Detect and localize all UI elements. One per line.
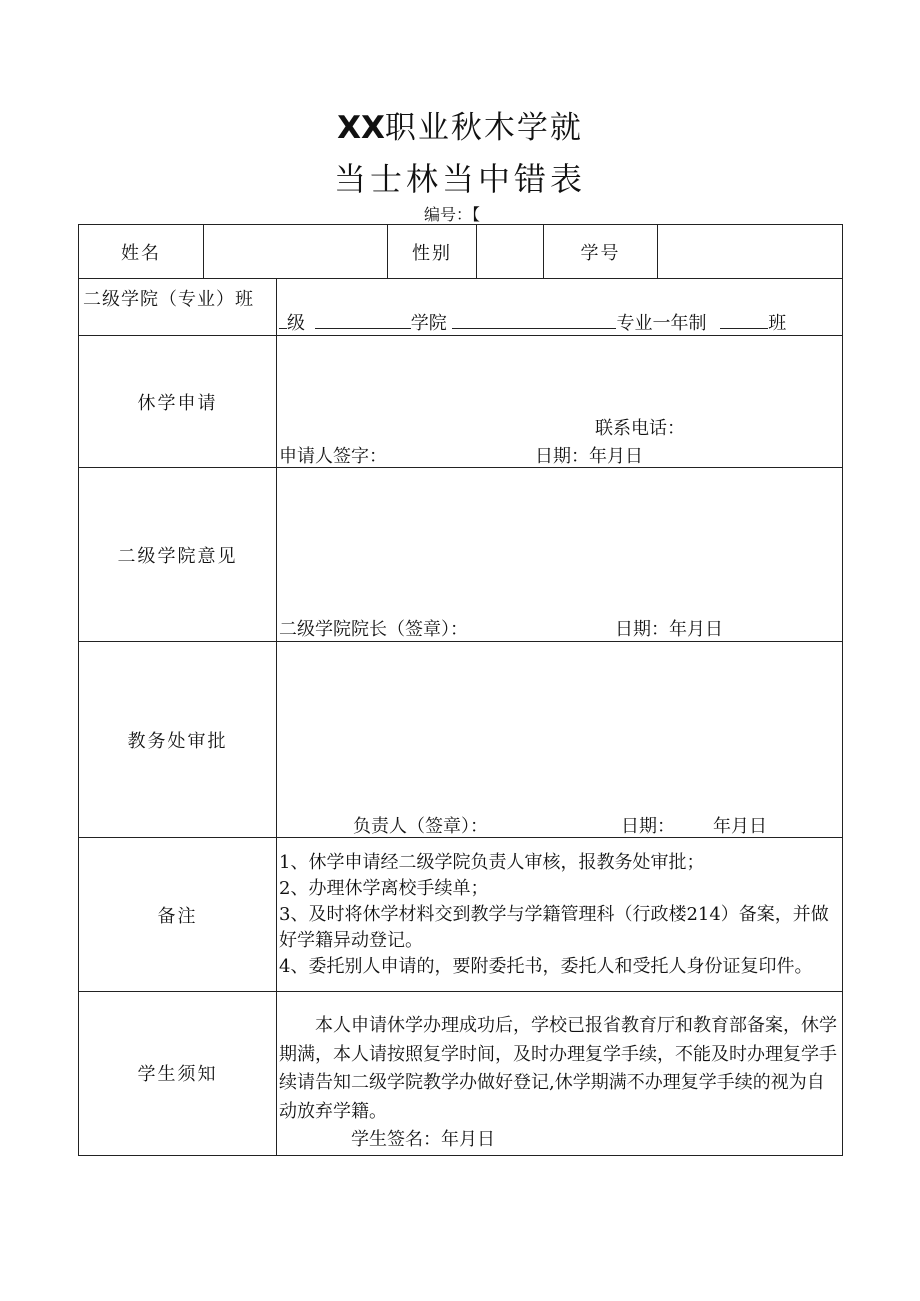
- gender-field[interactable]: [477, 225, 544, 279]
- name-label: 姓名: [79, 225, 204, 279]
- major-text: 专业一年制: [616, 313, 707, 334]
- dean-sign-label: 二级学院院长（签章）：: [279, 619, 468, 640]
- row-academic-approval: [79, 642, 843, 838]
- remark-item-4: 4、委托别人申请的，要附委托书，委托人和受托人身份证复印件。: [279, 956, 813, 977]
- class-fill-line: [279, 309, 786, 335]
- college-opinion-field[interactable]: [277, 468, 843, 642]
- gender-label: 性别: [388, 225, 477, 279]
- name-field[interactable]: [204, 225, 388, 279]
- remark-item-2: 2、办理休学离校手续单；: [279, 878, 489, 899]
- student-notice-label: 学生须知: [79, 992, 277, 1156]
- row-remarks: [79, 838, 843, 992]
- row-student-notice: [79, 992, 843, 1156]
- serial-number-label: 编号：【: [424, 205, 481, 224]
- request-date-label: 日期：年月日: [535, 446, 643, 467]
- remark-item-3: 3、及时将休学材料交到教学与学籍管理科（行政楼214）备案，并做好学籍异动登记。: [279, 904, 829, 951]
- remarks-label: 备注: [79, 838, 277, 992]
- row-leave-request: [79, 336, 843, 468]
- college-class-label: 二级学院（专业）班: [83, 289, 254, 310]
- college-class-field[interactable]: [277, 279, 843, 336]
- student-sign-label[interactable]: 学生签名：年月日: [351, 1129, 495, 1150]
- title-line1-text: 职业秋木学就: [384, 110, 583, 146]
- student-id-field[interactable]: [658, 225, 843, 279]
- applicant-sign-label: 申请人签字：: [279, 446, 387, 467]
- student-notice-content: [277, 992, 843, 1156]
- academic-approval-field[interactable]: [277, 642, 843, 838]
- phone-label: 联系电话：: [595, 418, 685, 439]
- row-basic-info: [79, 225, 843, 279]
- row-college-opinion: [79, 468, 843, 642]
- leave-request-field[interactable]: [277, 336, 843, 468]
- approval-date-label: 日期：: [621, 816, 675, 837]
- college-opinion-label: 二级学院意见: [79, 468, 277, 642]
- leave-application-form: [78, 224, 843, 1156]
- remarks-content: [277, 838, 843, 992]
- college-class-label-cell: [79, 279, 277, 336]
- level-text: 级: [287, 313, 305, 334]
- row-college-class: [79, 279, 843, 336]
- academic-approval-label: 教务处审批: [79, 642, 277, 838]
- opinion-date-label: 日期：年月日: [615, 619, 723, 640]
- form-title-line1: [0, 102, 920, 147]
- person-sign-label: 负责人（签章）：: [353, 816, 488, 837]
- approval-date-value: 年月日: [713, 816, 767, 837]
- class-text: 班: [768, 313, 787, 334]
- title-prefix: XX: [337, 110, 385, 146]
- remark-item-1: 1、休学申请经二级学院负责人审核，报教务处审批；: [279, 852, 705, 873]
- college-text: 学院: [410, 313, 447, 334]
- student-notice-text: 本人申请休学办理成功后，学校已报省教育厅和教育部备案，休学期满，本人请按照复学时间，及时办理复学手续，不能及时办理复学手续请告知二级学院教学办做好登记,休学期满不办理复学手续的视为自动放弃学籍。: [279, 1015, 837, 1122]
- form-title-line2: 当士林当中错表: [333, 160, 586, 198]
- leave-request-label: 休学申请: [79, 336, 277, 468]
- student-id-label: 学号: [544, 225, 658, 279]
